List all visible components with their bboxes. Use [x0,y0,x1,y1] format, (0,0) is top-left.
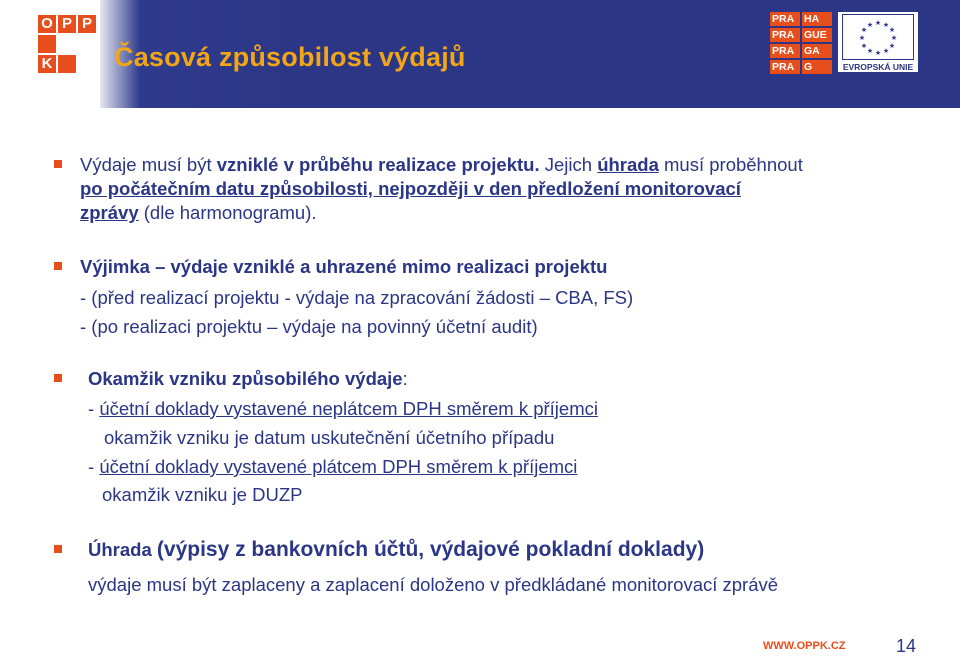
text-span-bold: Okamžik vzniku způsobilého výdaje [88,368,403,389]
praha-logo-cell: PRA [770,12,800,26]
svg-text:★: ★ [866,21,874,29]
text-span-bold-underline: zprávy [80,202,139,223]
opp-logo-letter: O [38,15,56,33]
svg-text:★: ★ [874,49,882,57]
eu-label: EVROPSKÁ UNIE [842,62,914,72]
bullet-3-line-5: okamžik vzniku je DUZP [102,484,303,505]
text-span: - [88,456,100,477]
praha-logo-cell: PRA [770,60,800,74]
text-span: - [88,398,100,419]
opp-logo-letter: K [38,55,56,73]
bullet-4-line-2: výdaje musí být zaplaceny a zaplacení doloženo v předkládané monitorovací zprávě [88,574,779,595]
svg-text:★: ★ [882,21,890,29]
svg-text:★: ★ [882,47,890,55]
praha-logo-cell: HA [802,12,832,26]
svg-text:★: ★ [858,34,866,42]
bullet-marker [54,262,62,270]
opp-logo-letter: P [78,15,96,33]
text-span-bold-underline: úhrada [597,154,659,175]
text-span: musí proběhnout [658,154,803,175]
bullet-2-line-1: Výjimka – výdaje vzniklé a uhrazené mimo realizaci projektu [80,256,608,277]
opp-logo-letter: P [58,15,76,33]
bullet-1-line-2: po počátečním datu způsobilosti, nejpozději v den předložení monitorovací [80,178,741,199]
bullet-marker [54,374,62,382]
text-span-bold: Úhrada [88,539,157,560]
bullet-3-line-3: okamžik vzniku je datum uskutečnění účetního případu [104,427,555,448]
text-span: : [402,368,408,389]
bullet-1-line-3 [80,202,317,224]
bullet-4-line-1 [88,538,704,562]
bullet-marker [54,545,62,553]
praha-logo-cell: GA [802,44,832,58]
svg-text:★: ★ [866,47,874,55]
text-span: (dle harmonogramu). [138,202,317,223]
text-span-bold: vzniklé v průběhu realizace projektu. [216,154,540,175]
praha-logo-cell: G [802,60,832,74]
svg-text:★: ★ [888,26,896,34]
svg-text:★: ★ [888,42,896,50]
bullet-3-line-1 [88,368,408,390]
bullet-1-line-1 [80,154,803,176]
bullet-marker [54,160,62,168]
text-span-underline: účetní doklady vystavené plátcem DPH směrem k příjemci [99,456,578,477]
bullet-2-line-2: - (před realizací projektu - výdaje na zpracování žádosti – CBA, FS) [80,287,634,308]
praha-logo-cell: GUE [802,28,832,42]
svg-text:★: ★ [860,26,868,34]
praha-logo-cell: PRA [770,44,800,58]
svg-text:★: ★ [860,42,868,50]
bullet-2-line-3: - (po realizaci projektu – výdaje na povinný účetní audit) [80,316,538,337]
text-span-bold: (výpisy z bankovních účtů, výdajové pokladní doklady) [156,538,705,561]
page-title: Časová způsobilost výdajů [114,42,466,72]
text-span: Výdaje musí být [80,154,217,175]
bullet-3-line-4 [88,456,577,478]
praha-logo-cell: PRA [770,28,800,42]
footer-url-link[interactable]: WWW.OPPK.CZ [763,640,846,652]
svg-text:★: ★ [874,19,882,27]
bullet-3-line-2 [88,398,598,420]
text-span: Jejich [539,154,598,175]
svg-text:★: ★ [890,34,898,42]
page-number: 14 [896,636,917,656]
text-span-underline: účetní doklady vystavené neplátcem DPH směrem k příjemci [99,398,598,419]
